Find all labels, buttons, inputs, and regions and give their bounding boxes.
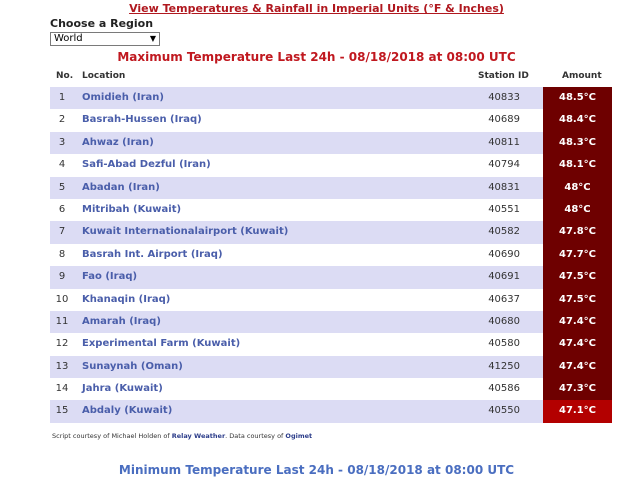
credit-line <box>52 432 312 440</box>
row-location-link[interactable]: Amarah (Iraq) <box>82 315 161 327</box>
row-amount: 48.5°C <box>543 87 612 109</box>
row-station-id: 40637 <box>488 293 520 305</box>
table-row <box>50 109 612 131</box>
row-number: 10 <box>55 293 69 305</box>
table-row <box>50 221 612 243</box>
row-amount: 47.5°C <box>543 266 612 288</box>
row-number: 1 <box>58 92 66 103</box>
table-row <box>50 132 612 154</box>
table-row <box>50 87 612 109</box>
row-amount: 48.1°C <box>543 154 612 176</box>
row-station-id: 40582 <box>488 226 520 238</box>
region-label: Choose a Region <box>50 17 154 30</box>
row-number: 3 <box>58 136 66 148</box>
table-row <box>50 154 612 176</box>
table-row <box>50 356 612 378</box>
table-row <box>50 333 612 355</box>
table-row <box>50 177 612 199</box>
row-station-id: 40833 <box>488 92 520 103</box>
row-station-id: 40831 <box>488 181 520 193</box>
row-location-link[interactable]: Sunaynah (Oman) <box>82 360 183 372</box>
row-number: 11 <box>55 315 69 327</box>
table-row <box>50 199 612 221</box>
row-location-link[interactable]: Mitribah (Kuwait) <box>82 203 182 215</box>
row-number: 12 <box>55 338 69 350</box>
row-location-link[interactable]: Abadan (Iran) <box>82 181 160 193</box>
dropdown-arrow-icon: ▼ <box>149 34 156 43</box>
row-station-id: 40811 <box>488 136 520 148</box>
table-row <box>50 289 612 311</box>
row-number: 6 <box>58 203 66 215</box>
row-number: 13 <box>55 360 69 372</box>
row-location-link[interactable]: Abdaly (Kuwait) <box>82 405 173 417</box>
row-amount: 47.4°C <box>543 333 612 355</box>
table-row <box>50 244 612 266</box>
credit-prefix: Script courtesy of Michael Holden of <box>52 432 170 440</box>
row-location-link[interactable]: Jahra (Kuwait) <box>82 383 163 395</box>
row-location-link[interactable]: Kuwait Internationalairport (Kuwait) <box>82 226 289 238</box>
row-station-id: 40550 <box>488 405 520 417</box>
column-header-amount: Amount <box>562 71 602 81</box>
row-number: 8 <box>58 248 66 260</box>
row-amount: 47.8°C <box>543 221 612 243</box>
credit-middle: . Data courtesy of <box>225 432 284 440</box>
row-station-id: 41250 <box>488 360 520 372</box>
row-location-link[interactable]: Experimental Farm (Kuwait) <box>82 338 241 350</box>
row-location-link[interactable]: Basrah-Hussen (Iraq) <box>82 114 202 126</box>
row-location-link[interactable]: Ahwaz (Iran) <box>82 136 154 148</box>
row-amount: 48.3°C <box>543 132 612 154</box>
column-header-station-id: Station ID <box>478 71 529 81</box>
column-header-location: Location <box>82 71 126 81</box>
table-row <box>50 378 612 400</box>
row-number: 4 <box>58 159 66 171</box>
row-amount: 47.4°C <box>543 356 612 378</box>
row-location-link[interactable]: Omidieh (Iran) <box>82 92 164 103</box>
row-number: 7 <box>58 226 66 238</box>
credit-data-link[interactable]: Ogimet <box>285 432 313 440</box>
row-station-id: 40680 <box>488 315 520 327</box>
row-amount: 47.4°C <box>543 311 612 333</box>
row-station-id: 40551 <box>488 203 520 215</box>
temperature-table <box>50 87 612 423</box>
row-location-link[interactable]: Khanaqin (Iraq) <box>82 293 171 305</box>
table-row <box>50 400 612 422</box>
row-station-id: 40691 <box>488 271 520 283</box>
row-amount: 47.7°C <box>543 244 612 266</box>
table-row <box>50 266 612 288</box>
table-row <box>50 311 612 333</box>
row-station-id: 40689 <box>488 114 520 126</box>
credit-author-link[interactable]: Relay Weather <box>171 432 226 440</box>
min-table-title: Minimum Temperature Last 24h - 08/18/2018 at 08:00 UTC <box>118 463 515 477</box>
table-title: Maximum Temperature Last 24h - 08/18/2018 at 08:00 UTC <box>117 50 516 64</box>
row-number: 14 <box>55 383 69 395</box>
row-location-link[interactable]: Safi-Abad Dezful (Iran) <box>82 159 211 171</box>
row-amount: 48.4°C <box>543 109 612 131</box>
imperial-units-link[interactable]: View Temperatures & Rainfall in Imperial Units (°F & Inches) <box>129 2 504 15</box>
row-number: 2 <box>58 114 66 126</box>
row-amount: 48°C <box>543 177 612 199</box>
row-amount: 47.3°C <box>543 378 612 400</box>
table-header <box>50 68 612 84</box>
region-selected-value: World <box>54 33 83 44</box>
region-select[interactable] <box>50 32 160 46</box>
row-amount: 47.5°C <box>543 289 612 311</box>
row-location-link[interactable]: Fao (Iraq) <box>82 271 138 283</box>
row-number: 15 <box>55 405 69 417</box>
row-station-id: 40690 <box>488 248 520 260</box>
row-station-id: 40794 <box>488 159 520 171</box>
row-station-id: 40580 <box>488 338 520 350</box>
row-amount: 47.1°C <box>543 400 612 422</box>
column-header-no: No. <box>56 71 74 81</box>
row-location-link[interactable]: Basrah Int. Airport (Iraq) <box>82 248 223 260</box>
row-number: 9 <box>58 271 66 283</box>
row-number: 5 <box>58 181 66 193</box>
row-amount: 48°C <box>543 199 612 221</box>
row-station-id: 40586 <box>488 383 520 395</box>
